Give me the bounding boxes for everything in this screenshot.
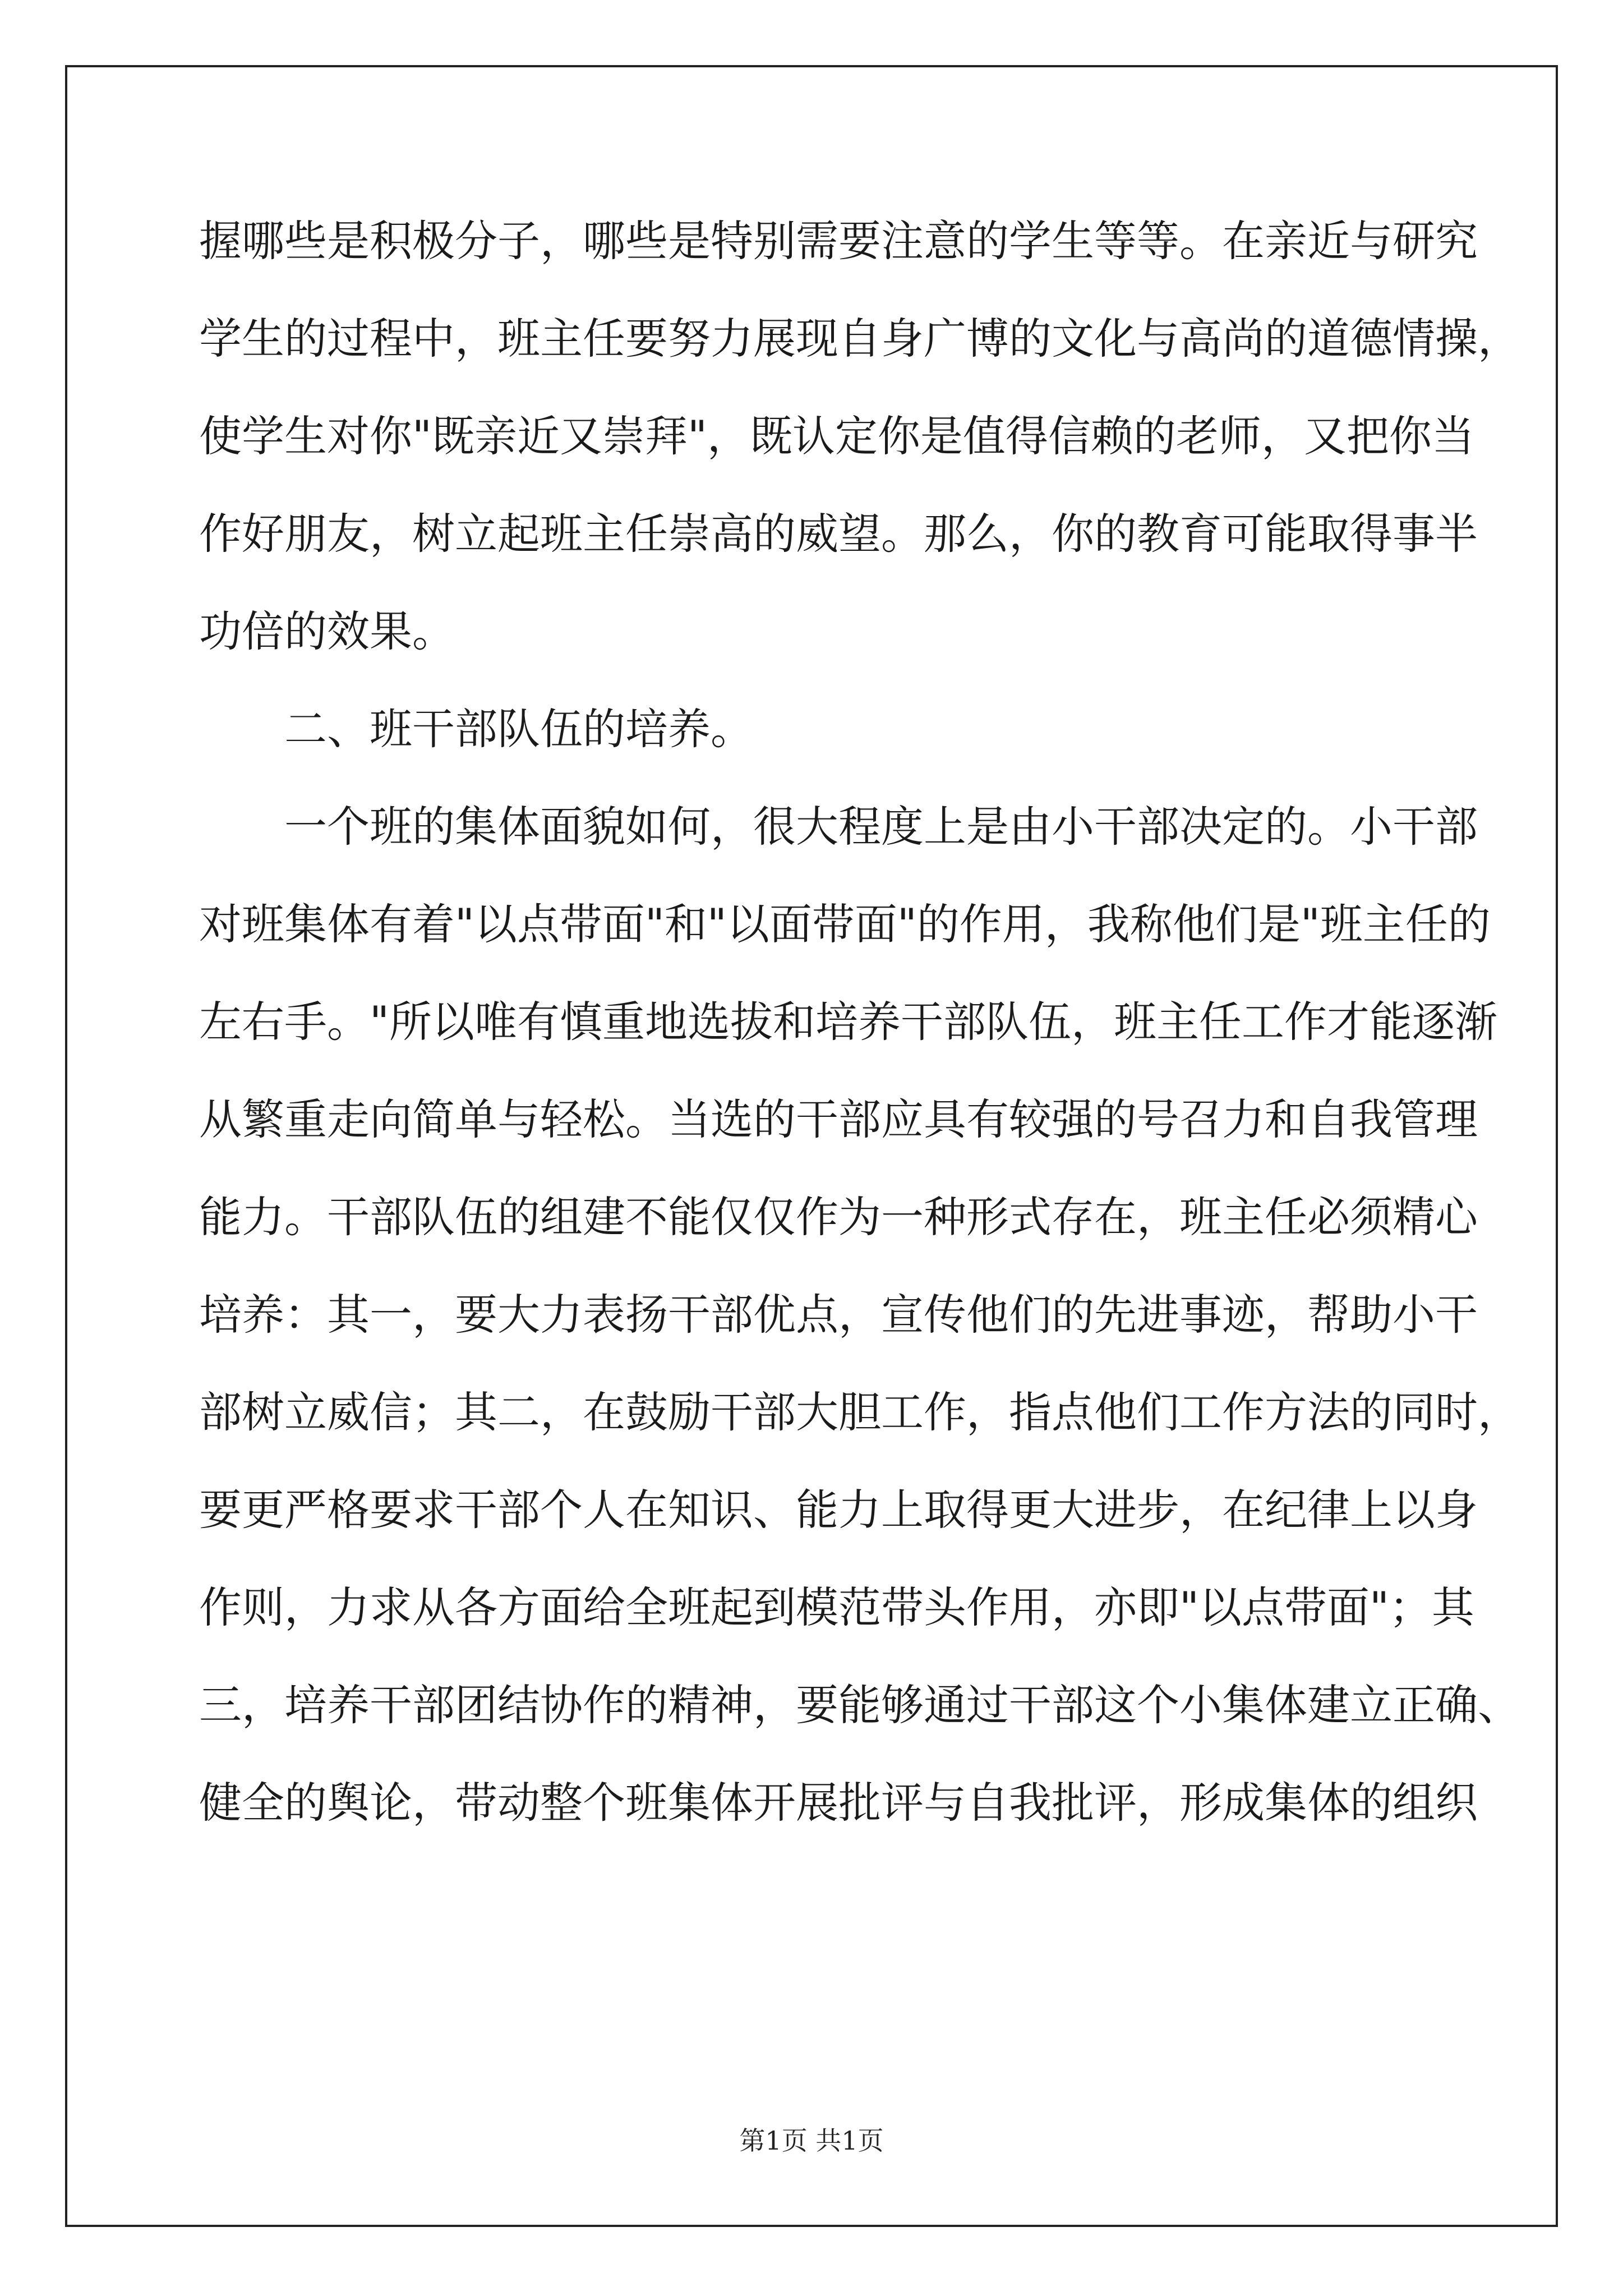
text-line: 作则，力求从各方面给全班起到模范带头作用，亦即"以点带面"；其 xyxy=(199,1582,1474,1632)
text-line: 作好朋友，树立起班主任崇高的威望。那么，你的教育可能取得事半 xyxy=(199,509,1478,559)
text-line: 学生的过程中，班主任要努力展现自身广博的文化与高尚的道德情操， xyxy=(199,314,1520,364)
text-line: 培养：其一，要大力表扬干部优点，宣传他们的先进事迹，帮助小干 xyxy=(199,1290,1478,1340)
text-line: 健全的舆论，带动整个班集体开展批评与自我批评，形成集体的组织 xyxy=(199,1778,1478,1828)
text-line: 使学生对你"既亲近又崇拜"，既认定你是值得信赖的老师，又把你当 xyxy=(199,411,1474,461)
text-line: 对班集体有着"以点带面"和"以面带面"的作用，我称他们是"班主任的 xyxy=(199,899,1491,949)
section-heading: 二、班干部队伍的培养。 xyxy=(284,704,753,754)
text-line: 部树立威信；其二，在鼓励干部大胆工作，指点他们工作方法的同时， xyxy=(199,1387,1520,1437)
text-line: 从繁重走向简单与轻松。当选的干部应具有较强的号召力和自我管理 xyxy=(199,1094,1478,1144)
page-border xyxy=(65,65,1558,2227)
text-line: 要更严格要求干部个人在知识、能力上取得更大进步，在纪律上以身 xyxy=(199,1485,1478,1535)
text-line: 握哪些是积极分子，哪些是特别需要注意的学生等等。在亲近与研究 xyxy=(199,216,1478,266)
text-line: 功倍的效果。 xyxy=(199,606,455,656)
text-line: 能力。干部队伍的组建不能仅仅作为一种形式存在，班主任必须精心 xyxy=(199,1192,1478,1242)
text-line: 三，培养干部团结协作的精神，要能够通过干部这个小集体建立正确、 xyxy=(199,1680,1520,1730)
text-line: 一个班的集体面貌如何，很大程度上是由小干部决定的。小干部 xyxy=(284,802,1478,852)
text-line: 左右手。"所以唯有慎重地选拔和培养干部队伍，班主任工作才能逐渐 xyxy=(199,997,1497,1047)
page-number-footer: 第1页 共1页 xyxy=(739,2125,884,2156)
